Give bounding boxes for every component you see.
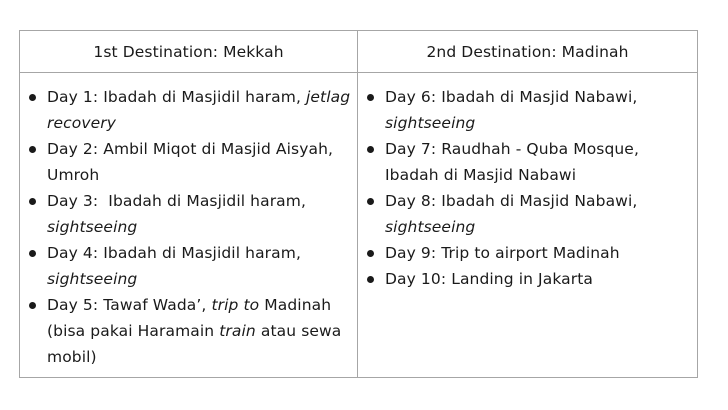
list-item-day-5 [20,292,357,370]
mekkah-day-list [20,73,357,370]
list-item-day-2 [20,136,357,188]
day-5-middle: Madinah (bisa pakai Haramain [47,296,332,340]
bullet-icon [29,302,36,309]
list-item-day-7 [358,136,697,188]
day-3-italic: sightseeing [47,218,138,236]
bullet-icon [29,94,36,101]
list-item-day-1 [20,84,357,136]
day-5-text: Day 5: Tawaf Wada’, [47,296,212,314]
day-4-italic: sightseeing [47,270,138,288]
mekkah-cell [20,73,358,378]
day-1-italic: jetlag recovery [47,88,351,132]
madinah-day-list [358,73,697,292]
itinerary-table [19,30,698,378]
list-item-day-9 [358,240,697,266]
bullet-icon [29,198,36,205]
header-row [20,31,698,73]
bullet-icon [367,276,374,283]
day-6-italic: sightseeing [385,114,476,132]
column-header-mekkah: 1st Destination: Mekkah [20,31,358,73]
bullet-icon [29,250,36,257]
day-5-italic-2: train [219,322,256,340]
list-item-day-3 [20,188,357,240]
day-10-text: Day 10: Landing in Jakarta [385,270,593,288]
madinah-cell [358,73,698,378]
day-5-italic: trip to [211,296,260,314]
bullet-icon [367,146,374,153]
bullet-icon [29,146,36,153]
body-row [20,73,698,378]
day-2-text: Day 2: Ambil Miqot di Masjid Aisyah, Umroh [47,140,334,184]
column-header-madinah: 2nd Destination: Madinah [358,31,698,73]
day-9-text: Day 9: Trip to airport Madinah [385,244,620,262]
day-1-text: Day 1: Ibadah di Masjidil haram, [47,88,306,106]
list-item-day-4 [20,240,357,292]
bullet-icon [367,250,374,257]
list-item-day-10 [358,266,697,292]
list-item-day-6 [358,84,697,136]
day-6-text: Day 6: Ibadah di Masjid Nabawi, [385,88,638,106]
day-4-text: Day 4: Ibadah di Masjidil haram, [47,244,301,262]
bullet-icon [367,94,374,101]
day-3-text: Day 3: Ibadah di Masjidil haram, [47,192,312,210]
day-8-italic: sightseeing [385,218,476,236]
day-8-text: Day 8: Ibadah di Masjid Nabawi, [385,192,638,210]
day-5-suffix: atau sewa mobil) [47,322,342,366]
list-item-day-8 [358,188,697,240]
day-7-text: Day 7: Raudhah - Quba Mosque, Ibadah di Masjid Nabawi [385,140,639,184]
bullet-icon [367,198,374,205]
